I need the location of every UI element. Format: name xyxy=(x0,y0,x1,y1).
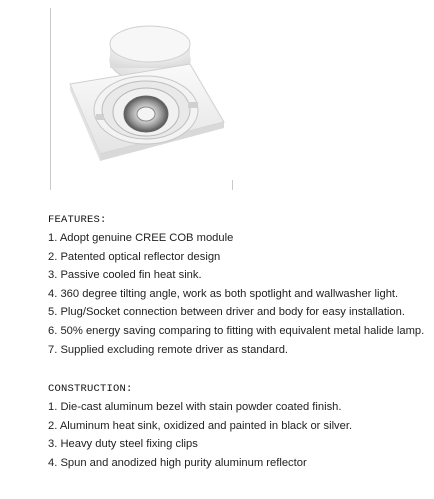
downlight-fixture-illustration xyxy=(48,4,240,194)
feature-item: 5. Plug/Socket connection between driver and body for easy installation. xyxy=(48,306,405,319)
construction-item: 4. Spun and anodized high purity aluminum reflector xyxy=(48,456,307,469)
feature-item: 1. Adopt genuine CREE COB module xyxy=(48,232,234,244)
construction-list xyxy=(48,398,352,472)
features-heading: FEATURES: xyxy=(48,214,107,226)
construction-item: 3. Heavy duty steel fixing clips xyxy=(48,438,198,451)
product-image xyxy=(48,4,240,194)
feature-item: 3. Passive cooled fin heat sink. xyxy=(48,269,202,282)
construction-heading: CONSTRUCTION: xyxy=(48,383,133,395)
features-section xyxy=(48,214,424,359)
feature-item: 2. Patented optical reflector design xyxy=(48,250,221,263)
construction-item: 2. Aluminum heat sink, oxidized and painted in black or silver. xyxy=(48,419,353,432)
feature-item: 4. 360 degree tilting angle, work as both spotlight and wallwasher light. xyxy=(48,287,399,300)
features-list xyxy=(48,229,424,359)
construction-item: 1. Die-cast aluminum bezel with stain powder coated finish. xyxy=(48,401,342,413)
feature-item: 7. Supplied excluding remote driver as standard. xyxy=(48,343,289,356)
feature-item: 6. 50% energy saving comparing to fitting with equivalent metal halide lamp. xyxy=(48,324,425,337)
construction-section xyxy=(48,383,352,472)
